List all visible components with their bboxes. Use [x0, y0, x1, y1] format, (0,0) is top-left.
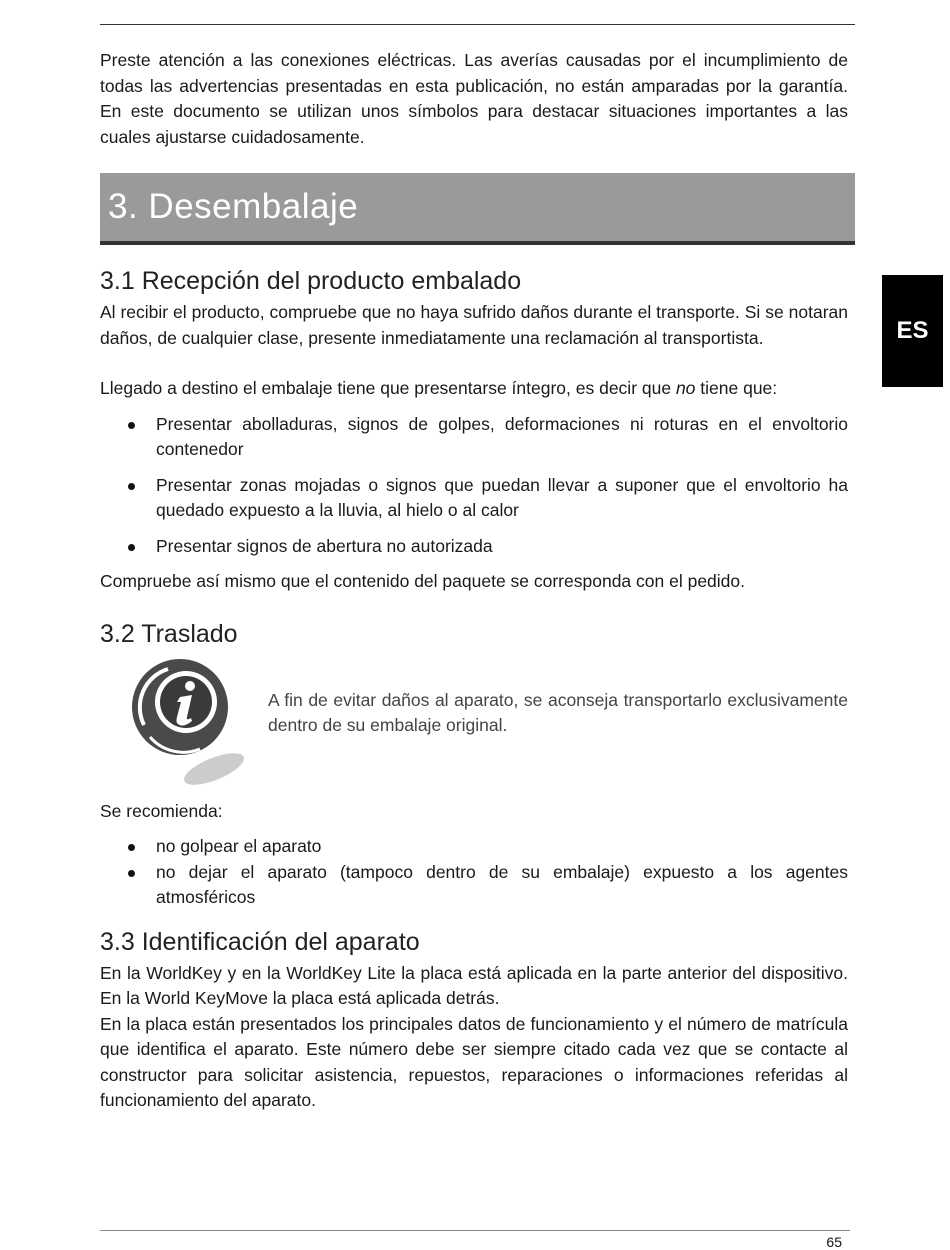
intro-paragraph: Preste atención a las conexiones eléctricas. Las averías causadas por el incumplimiento de todas las advertencias presentadas en esta publicación, no están amparadas por la garantía. En este documento se utilizan unos símbolos para destacar situaciones importantes a las cuales ajustarse cuidadosamente.: [100, 50, 848, 147]
section-3-3-paragraph-2: En la placa están presentados los principales datos de funcionamiento y el número de matrícula que identifica el aparato. Este número debe ser siempre citado cada vez que se contacte al constructor para solicitar asistencia, repuestos, reparaciones o informaciones referidas al funcionamiento del aparato.: [100, 1013, 848, 1110]
section-3-3-paragraph-1: En la WorldKey y en la WorldKey Lite la placa está aplicada en la parte anterior del dispositivo. En la World KeyMove la placa está aplicada detrás.: [100, 962, 848, 1008]
page-content: [100, 48, 848, 1114]
section-3-2-intro: Se recomienda:: [100, 800, 223, 821]
info-note-text: A fin de evitar daños al aparato, se aconseja transportarlo exclusivamente dentro de su embalaje original.: [268, 689, 848, 735]
section-3-1-paragraph-3: Compruebe así mismo que el contenido del paquete se corresponda con el pedido.: [100, 571, 745, 591]
list-item: no dejar el aparato (tampoco dentro de su embalaje) expuesto a los agentes atmosféricos: [156, 860, 848, 911]
paragraph-2-emphasis: no: [675, 378, 696, 398]
section-3-2-list: [100, 834, 848, 911]
paragraph-2-text-end: tiene que:: [695, 378, 778, 398]
info-icon: [130, 657, 245, 787]
header-rule: [100, 24, 855, 25]
section-3-1-list: [100, 412, 848, 560]
page-number: 65: [826, 1234, 842, 1250]
list-item: no golpear el aparato: [156, 834, 848, 860]
list-item: Presentar zonas mojadas o signos que puedan llevar a suponer que el envoltorio ha quedado expuesto a la lluvia, al hielo o al calor: [156, 473, 848, 524]
language-tab-label: ES: [896, 317, 929, 344]
language-tab: [882, 275, 943, 387]
section-3-1-paragraph-1: Al recibir el producto, compruebe que no haya sufrido daños durante el transporte. Si se notaran daños, de cualquier clase, presente inmediatamente una reclamación al transportista.: [100, 302, 848, 348]
section-3-1-title: 3.1 Recepción del producto embalado: [100, 267, 522, 295]
footer-rule: [100, 1230, 850, 1231]
section-3-2-title: 3.2 Traslado: [100, 619, 238, 648]
chapter-banner: [100, 173, 855, 245]
paragraph-2-text-start: Llegado a destino el embalaje tiene que presentarse íntegro, es decir que: [100, 378, 676, 398]
chapter-title: 3. Desembalaje: [108, 187, 359, 226]
list-item: Presentar signos de abertura no autorizada: [156, 534, 848, 560]
section-3-3-title: 3.3 Identificación del aparato: [100, 927, 420, 956]
list-item: Presentar abolladuras, signos de golpes, deformaciones ni roturas en el envoltorio contenedor: [156, 412, 848, 463]
section-3-1-paragraph-2: [100, 376, 848, 402]
info-note: [100, 657, 848, 787]
